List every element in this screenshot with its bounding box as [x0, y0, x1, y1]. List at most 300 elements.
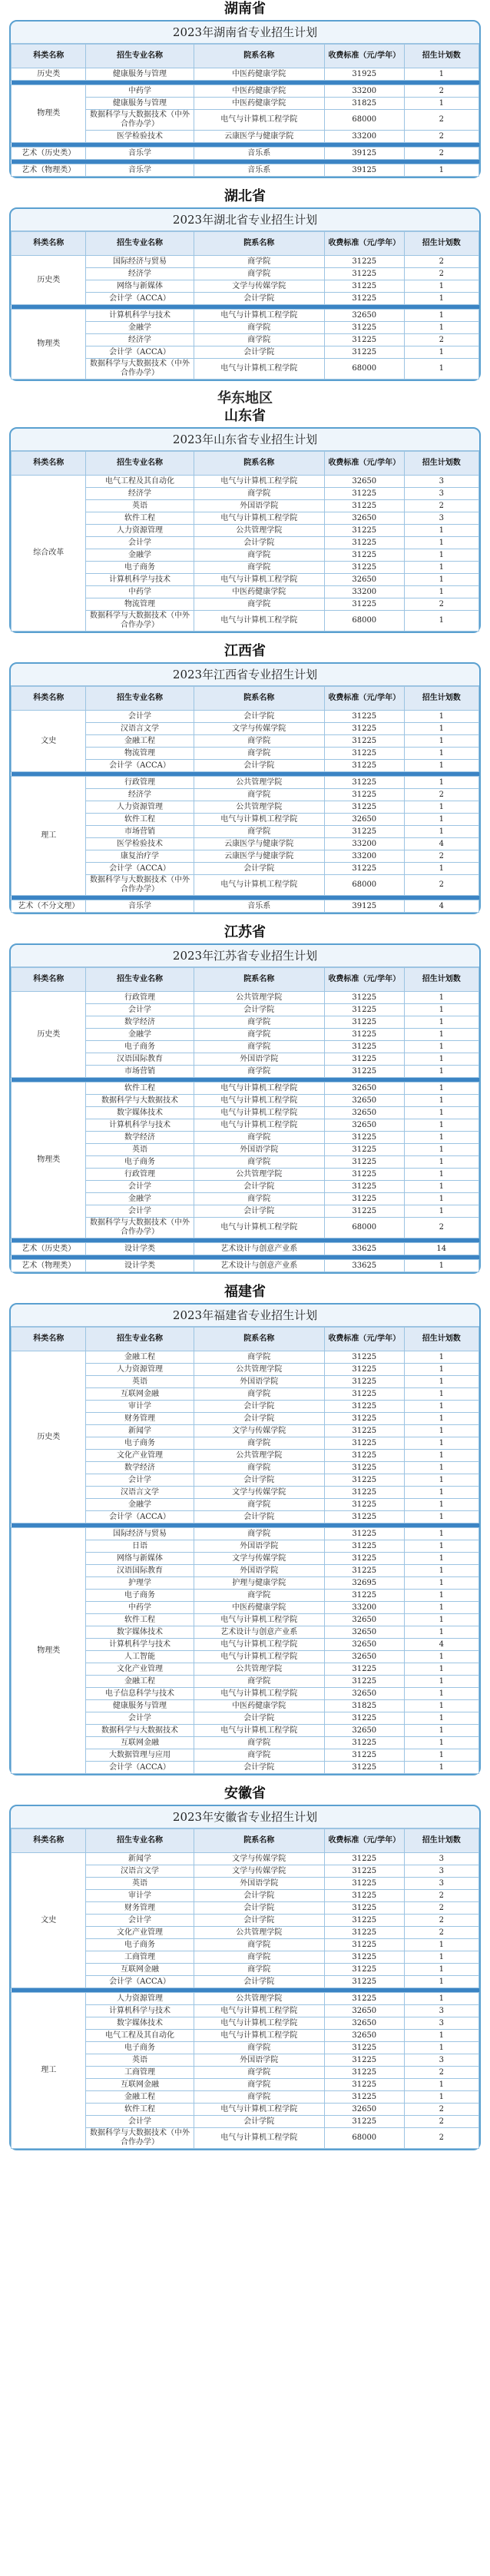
plan-cell: 1	[404, 723, 478, 735]
department-cell: 电气与计算机工程学院	[194, 1651, 325, 1663]
plan-cell: 1	[404, 280, 478, 293]
plan-cell: 2	[404, 268, 478, 280]
department-cell: 护理与健康学院	[194, 1577, 325, 1590]
major-cell: 电子商务	[86, 1437, 194, 1450]
fee-cell: 32695	[325, 1577, 405, 1590]
fee-cell: 31225	[325, 826, 405, 838]
fee-cell: 31225	[325, 1181, 405, 1193]
major-cell: 数据科学与大数据技术	[86, 1095, 194, 1107]
department-cell: 商学院	[194, 549, 325, 562]
department-cell: 音乐系	[194, 148, 325, 160]
major-cell: 物流管理	[86, 748, 194, 760]
fee-cell: 31225	[325, 256, 405, 268]
department-cell: 电气与计算机工程学院	[194, 2005, 325, 2017]
fee-cell: 31225	[325, 1474, 405, 1487]
major-cell: 健康服务与管理	[86, 1700, 194, 1712]
fee-cell: 32650	[325, 1651, 405, 1663]
fee-cell: 31225	[325, 1004, 405, 1016]
table-row	[12, 85, 479, 98]
major-cell: 互联网金融	[86, 1737, 194, 1749]
fee-cell: 68000	[325, 875, 405, 896]
fee-cell: 32650	[325, 1688, 405, 1700]
table-row	[12, 164, 479, 177]
fee-cell: 31225	[325, 2067, 405, 2079]
major-cell: 设计学类	[86, 1260, 194, 1272]
major-cell: 健康服务与管理	[86, 98, 194, 110]
section-gap	[0, 178, 490, 187]
plan-cell: 1	[404, 1181, 478, 1193]
major-cell: 行政管理	[86, 1169, 194, 1181]
major-cell: 金融工程	[86, 735, 194, 748]
department-cell: 电气与计算机工程学院	[194, 2128, 325, 2149]
fee-cell: 31225	[325, 760, 405, 772]
plan-cell: 1	[404, 1565, 478, 1577]
major-cell: 工商管理	[86, 2067, 194, 2079]
department-cell: 外国语学院	[194, 1376, 325, 1388]
major-cell: 英语	[86, 1878, 194, 1890]
plan-cell: 2	[404, 131, 478, 143]
major-cell: 数据科学与大数据技术（中外合作办学）	[86, 611, 194, 632]
department-cell: 电气与计算机工程学院	[194, 1688, 325, 1700]
section-gap	[0, 1775, 490, 1785]
section-gap	[0, 633, 490, 642]
table-title: 2023年湖北省专业招生计划	[11, 209, 479, 231]
department-cell: 电气与计算机工程学院	[194, 1725, 325, 1737]
fee-cell: 31825	[325, 98, 405, 110]
major-header: 招生专业名称	[86, 1829, 194, 1853]
department-cell: 商学院	[194, 1737, 325, 1749]
fee-cell: 31225	[325, 268, 405, 280]
fee-cell: 31225	[325, 1029, 405, 1041]
department-cell: 商学院	[194, 1437, 325, 1450]
department-cell: 电气与计算机工程学院	[194, 1082, 325, 1095]
department-cell: 商学院	[194, 1066, 325, 1078]
plan-cell: 1	[404, 1095, 478, 1107]
plan-cell: 2	[404, 598, 478, 611]
fee-cell: 31225	[325, 500, 405, 512]
fee-cell: 33625	[325, 1243, 405, 1255]
department-cell: 电气与计算机工程学院	[194, 1095, 325, 1107]
fee-cell: 31225	[325, 346, 405, 359]
department-cell: 商学院	[194, 1462, 325, 1474]
department-cell: 会计学院	[194, 711, 325, 723]
plan-cell: 1	[404, 1351, 478, 1364]
plan-cell: 1	[404, 1053, 478, 1066]
plan-cell: 1	[404, 1964, 478, 1976]
department-cell: 电气与计算机工程学院	[194, 611, 325, 632]
major-cell: 会计学	[86, 1712, 194, 1725]
category-cell: 历史类	[12, 68, 86, 81]
major-cell: 计算机科学与技术	[86, 1639, 194, 1651]
plan-cell: 1	[404, 98, 478, 110]
enrollment-table	[11, 231, 479, 380]
department-cell: 会计学院	[194, 537, 325, 549]
major-cell: 金融工程	[86, 1351, 194, 1364]
department-cell: 文学与传媒学院	[194, 1853, 325, 1865]
major-cell: 护理学	[86, 1577, 194, 1590]
major-cell: 会计学	[86, 1205, 194, 1218]
table-header-row	[12, 1328, 479, 1351]
major-cell: 数学经济	[86, 1462, 194, 1474]
fee-cell: 31225	[325, 1401, 405, 1413]
plan-cell: 1	[404, 1737, 478, 1749]
plan-cell: 1	[404, 1474, 478, 1487]
plan-cell: 4	[404, 900, 478, 913]
department-cell: 公共管理学院	[194, 1663, 325, 1676]
major-cell: 音乐学	[86, 900, 194, 913]
major-cell: 市场营销	[86, 1066, 194, 1078]
fee-cell: 32650	[325, 1626, 405, 1639]
plan-cell: 2	[404, 875, 478, 896]
category-cell: 文史	[12, 1853, 86, 1988]
fee-cell: 31225	[325, 2042, 405, 2054]
plan-cell: 3	[404, 1853, 478, 1865]
department-cell: 商学院	[194, 1041, 325, 1053]
plan-cell: 1	[404, 1688, 478, 1700]
plan-cell: 1	[404, 1602, 478, 1614]
plan-cell: 2	[404, 789, 478, 801]
major-cell: 电子商务	[86, 562, 194, 574]
department-cell: 商学院	[194, 1388, 325, 1401]
plan-cell: 2	[404, 148, 478, 160]
fee-cell: 31225	[325, 1553, 405, 1565]
department-cell: 外国语学院	[194, 500, 325, 512]
major-cell: 电子信息科学与技术	[86, 1688, 194, 1700]
fee-cell: 32650	[325, 574, 405, 586]
department-cell: 艺术设计与创意产业系	[194, 1243, 325, 1255]
fee-cell: 31225	[325, 1413, 405, 1425]
major-cell: 会计学	[86, 2116, 194, 2128]
major-cell: 电子商务	[86, 1939, 194, 1951]
department-cell: 公共管理学院	[194, 525, 325, 537]
table-title: 2023年福建省专业招生计划	[11, 1305, 479, 1327]
table-header-row	[12, 687, 479, 711]
plan-cell: 1	[404, 1041, 478, 1053]
category-cell: 历史类	[12, 256, 86, 305]
fee-cell: 39125	[325, 900, 405, 913]
fee-cell: 31225	[325, 1878, 405, 1890]
plan-cell: 14	[404, 1243, 478, 1255]
table-header-row	[12, 45, 479, 68]
plan-cell: 1	[404, 1205, 478, 1218]
major-cell: 英语	[86, 2054, 194, 2067]
department-cell: 会计学院	[194, 1413, 325, 1425]
plan-cell: 1	[404, 293, 478, 305]
fee-cell: 33200	[325, 1602, 405, 1614]
plan-cell: 1	[404, 1651, 478, 1663]
department-cell: 艺术设计与创意产业系	[194, 1260, 325, 1272]
plan-header: 招生计划数	[404, 1829, 478, 1853]
table-header-row	[12, 232, 479, 256]
major-cell: 经济学	[86, 268, 194, 280]
fee-cell: 31225	[325, 1565, 405, 1577]
plan-cell: 1	[404, 711, 478, 723]
department-cell: 商学院	[194, 562, 325, 574]
plan-cell: 1	[404, 1553, 478, 1565]
category-cell: 文史	[12, 711, 86, 772]
major-cell: 网络与新媒体	[86, 1553, 194, 1565]
plan-cell: 3	[404, 488, 478, 500]
fee-cell: 33200	[325, 586, 405, 598]
plan-cell: 1	[404, 1614, 478, 1626]
fee-cell: 32650	[325, 1095, 405, 1107]
fee-header: 收费标准（元/学年）	[325, 452, 405, 476]
department-cell: 商学院	[194, 1029, 325, 1041]
department-cell: 商学院	[194, 1676, 325, 1688]
department-cell: 中医药健康学院	[194, 85, 325, 98]
department-cell: 会计学院	[194, 346, 325, 359]
major-cell: 中药学	[86, 586, 194, 598]
plan-cell: 1	[404, 1487, 478, 1499]
category-cell: 艺术（物理类）	[12, 164, 86, 177]
plan-cell: 1	[404, 1066, 478, 1078]
table-title: 2023年湖南省专业招生计划	[11, 22, 479, 44]
department-cell: 文学与传媒学院	[194, 1865, 325, 1878]
fee-cell: 32650	[325, 2017, 405, 2030]
enrollment-table-card	[9, 1805, 481, 2150]
category-header: 科类名称	[12, 232, 86, 256]
major-cell: 电气工程及其自动化	[86, 2030, 194, 2042]
plan-cell: 1	[404, 1193, 478, 1205]
department-cell: 外国语学院	[194, 1053, 325, 1066]
province-title: 湖北省	[224, 188, 266, 204]
fee-cell: 68000	[325, 2128, 405, 2149]
category-cell: 艺术（不分文理）	[12, 900, 86, 913]
plan-cell: 1	[404, 1577, 478, 1590]
table-header-row	[12, 968, 479, 992]
plan-cell: 1	[404, 1725, 478, 1737]
department-cell: 云康医学与健康学院	[194, 850, 325, 863]
major-cell: 软件工程	[86, 1614, 194, 1626]
section-gap	[0, 1274, 490, 1283]
department-cell: 公共管理学院	[194, 1450, 325, 1462]
fee-cell: 31225	[325, 2079, 405, 2091]
fee-cell: 31225	[325, 863, 405, 875]
plan-cell: 1	[404, 1700, 478, 1712]
department-cell: 外国语学院	[194, 1540, 325, 1553]
plan-cell: 1	[404, 735, 478, 748]
major-cell: 文化产业管理	[86, 1927, 194, 1939]
major-cell: 会计学	[86, 1004, 194, 1016]
department-cell: 电气与计算机工程学院	[194, 1107, 325, 1119]
department-header: 院系名称	[194, 968, 325, 992]
fee-cell: 31225	[325, 1676, 405, 1688]
fee-cell: 31225	[325, 2054, 405, 2067]
department-cell: 商学院	[194, 1951, 325, 1964]
department-cell: 商学院	[194, 1156, 325, 1169]
fee-cell: 31225	[325, 488, 405, 500]
fee-cell: 31225	[325, 1993, 405, 2005]
fee-cell: 31225	[325, 1915, 405, 1927]
table-row	[12, 992, 479, 1004]
fee-cell: 31225	[325, 1511, 405, 1523]
department-cell: 电气与计算机工程学院	[194, 2104, 325, 2116]
department-cell: 电气与计算机工程学院	[194, 1614, 325, 1626]
department-cell: 外国语学院	[194, 1144, 325, 1156]
major-cell: 日语	[86, 1540, 194, 1553]
major-cell: 电子商务	[86, 1041, 194, 1053]
table-row	[12, 711, 479, 723]
plan-cell: 2	[404, 1890, 478, 1902]
fee-cell: 31225	[325, 1487, 405, 1499]
fee-cell: 31225	[325, 1951, 405, 1964]
department-cell: 公共管理学院	[194, 1927, 325, 1939]
fee-cell: 33200	[325, 850, 405, 863]
fee-cell: 68000	[325, 110, 405, 131]
plan-cell: 1	[404, 1976, 478, 1988]
department-cell: 商学院	[194, 1132, 325, 1144]
fee-cell: 31225	[325, 1156, 405, 1169]
fee-cell: 31225	[325, 2116, 405, 2128]
major-cell: 数字媒体技术	[86, 1107, 194, 1119]
major-cell: 会计学	[86, 711, 194, 723]
plan-cell: 1	[404, 562, 478, 574]
department-cell: 商学院	[194, 256, 325, 268]
plan-cell: 1	[404, 1499, 478, 1511]
department-cell: 电气与计算机工程学院	[194, 1218, 325, 1238]
major-cell: 物流管理	[86, 598, 194, 611]
major-cell: 财务管理	[86, 1413, 194, 1425]
fee-cell: 31225	[325, 1853, 405, 1865]
fee-cell: 31225	[325, 1016, 405, 1029]
fee-cell: 33200	[325, 838, 405, 850]
fee-cell: 31225	[325, 1376, 405, 1388]
category-cell: 艺术（物理类）	[12, 1260, 86, 1272]
fee-cell: 32650	[325, 1107, 405, 1119]
department-cell: 商学院	[194, 322, 325, 334]
plan-cell: 2	[404, 110, 478, 131]
plan-cell: 1	[404, 1144, 478, 1156]
major-cell: 会计学（ACCA）	[86, 1511, 194, 1523]
plan-cell: 1	[404, 68, 478, 81]
department-cell: 商学院	[194, 748, 325, 760]
enrollment-table	[11, 967, 479, 1272]
department-cell: 商学院	[194, 1016, 325, 1029]
department-cell: 文学与传媒学院	[194, 723, 325, 735]
plan-cell: 1	[404, 1462, 478, 1474]
plan-cell: 1	[404, 1676, 478, 1688]
fee-cell: 31225	[325, 1762, 405, 1774]
plan-cell: 1	[404, 322, 478, 334]
department-cell: 公共管理学院	[194, 801, 325, 814]
plan-cell: 1	[404, 1004, 478, 1016]
major-cell: 金融学	[86, 549, 194, 562]
fee-cell: 68000	[325, 611, 405, 632]
plan-cell: 4	[404, 1639, 478, 1651]
plan-cell: 1	[404, 992, 478, 1004]
major-cell: 金融工程	[86, 2091, 194, 2104]
plan-cell: 1	[404, 537, 478, 549]
fee-cell: 31225	[325, 1205, 405, 1218]
department-cell: 商学院	[194, 598, 325, 611]
fee-cell: 31225	[325, 1540, 405, 1553]
major-cell: 国际经济与贸易	[86, 256, 194, 268]
plan-header: 招生计划数	[404, 232, 478, 256]
major-cell: 数据科学与大数据技术（中外合作办学）	[86, 2128, 194, 2149]
department-cell: 公共管理学院	[194, 1364, 325, 1376]
department-cell: 文学与传媒学院	[194, 1425, 325, 1437]
category-cell: 艺术（历史类）	[12, 148, 86, 160]
department-cell: 外国语学院	[194, 1878, 325, 1890]
plan-header: 招生计划数	[404, 1328, 478, 1351]
department-cell: 商学院	[194, 1193, 325, 1205]
plan-cell: 1	[404, 574, 478, 586]
enrollment-table-card	[9, 207, 481, 381]
table-row	[12, 900, 479, 913]
major-header: 招生专业名称	[86, 1328, 194, 1351]
major-cell: 人力资源管理	[86, 525, 194, 537]
category-cell: 物理类	[12, 310, 86, 380]
major-cell: 人力资源管理	[86, 1993, 194, 2005]
plan-cell: 2	[404, 2104, 478, 2116]
table-row	[12, 1853, 479, 1865]
category-cell: 物理类	[12, 85, 86, 143]
major-cell: 人工智能	[86, 1651, 194, 1663]
fee-cell: 31225	[325, 1890, 405, 1902]
fee-cell: 31225	[325, 1462, 405, 1474]
plan-header: 招生计划数	[404, 687, 478, 711]
department-cell: 商学院	[194, 789, 325, 801]
fee-cell: 33200	[325, 131, 405, 143]
category-cell: 物理类	[12, 1082, 86, 1238]
plan-cell: 1	[404, 801, 478, 814]
plan-cell: 2	[404, 1915, 478, 1927]
enrollment-table-card	[9, 943, 481, 1274]
department-header: 院系名称	[194, 1328, 325, 1351]
major-cell: 数据科学与大数据技术（中外合作办学）	[86, 110, 194, 131]
plan-header: 招生计划数	[404, 452, 478, 476]
plan-cell: 3	[404, 1865, 478, 1878]
category-header: 科类名称	[12, 1829, 86, 1853]
category-cell: 历史类	[12, 992, 86, 1078]
plan-cell: 2	[404, 256, 478, 268]
department-cell: 商学院	[194, 334, 325, 346]
major-cell: 设计学类	[86, 1243, 194, 1255]
major-cell: 数据科学与大数据技术（中外合作办学）	[86, 875, 194, 896]
major-cell: 中药学	[86, 85, 194, 98]
province-title: 福建省	[224, 1284, 266, 1300]
plan-cell: 1	[404, 1413, 478, 1425]
fee-cell: 32650	[325, 1725, 405, 1737]
fee-cell: 31225	[325, 1193, 405, 1205]
plan-cell: 1	[404, 1993, 478, 2005]
fee-cell: 31225	[325, 1590, 405, 1602]
section-gap	[0, 2150, 490, 2160]
table-header-row	[12, 452, 479, 476]
plan-cell: 1	[404, 814, 478, 826]
plan-cell: 3	[404, 2017, 478, 2030]
major-header: 招生专业名称	[86, 232, 194, 256]
region-title: 华东地区	[217, 390, 273, 406]
plan-cell: 3	[404, 1878, 478, 1890]
major-header: 招生专业名称	[86, 452, 194, 476]
fee-cell: 32650	[325, 310, 405, 322]
plan-cell: 1	[404, 1528, 478, 1540]
plan-cell: 3	[404, 512, 478, 525]
department-cell: 会计学院	[194, 1004, 325, 1016]
department-header: 院系名称	[194, 452, 325, 476]
major-cell: 汉语言文学	[86, 723, 194, 735]
fee-cell: 32650	[325, 814, 405, 826]
plan-cell: 1	[404, 1260, 478, 1272]
major-cell: 汉语国际教育	[86, 1053, 194, 1066]
category-cell: 历史类	[12, 1351, 86, 1523]
major-cell: 软件工程	[86, 512, 194, 525]
plan-cell: 2	[404, 850, 478, 863]
plan-cell: 1	[404, 1376, 478, 1388]
major-cell: 金融学	[86, 322, 194, 334]
department-cell: 电气与计算机工程学院	[194, 476, 325, 488]
